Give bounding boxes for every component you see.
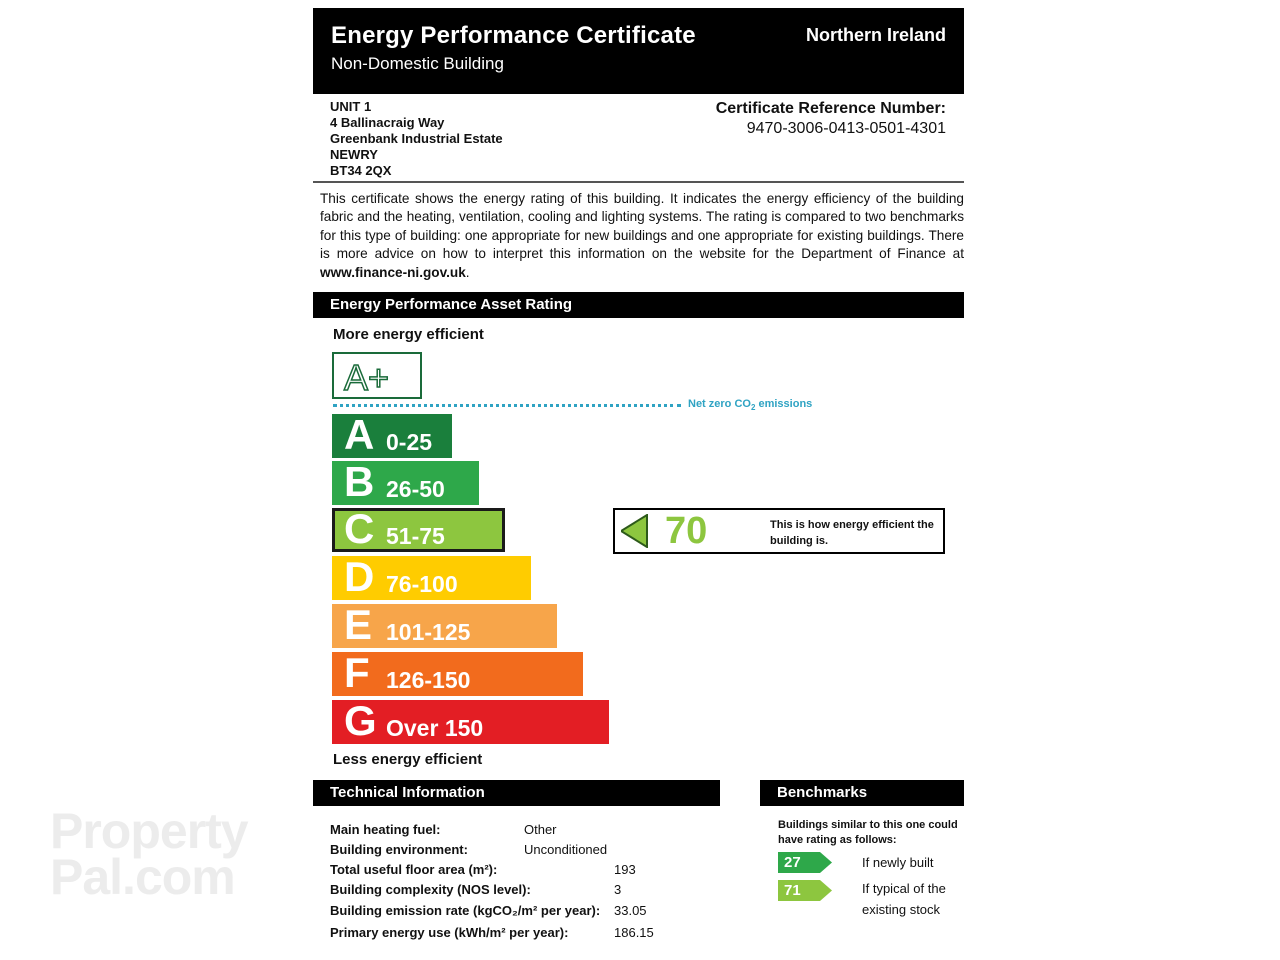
benchmarks-section-title: Benchmarks — [777, 784, 868, 801]
address-line: UNIT 1 — [330, 99, 372, 114]
more-efficient-label: More energy efficient — [333, 326, 484, 343]
propertypal-watermark — [50, 803, 248, 905]
current-rating-note: This is how energy efficient the building is. — [770, 519, 934, 547]
address-line: NEWRY — [330, 147, 378, 162]
band-a — [332, 411, 452, 458]
benchmark-new-arrow — [778, 852, 832, 873]
net-zero-line — [333, 404, 681, 407]
intro-text: This certificate shows the energy rating of this building. It indicates the energy efficiency of the building fabric and the heating, ventilation, cooling and lighting systems. The rating is compared to two benchmarks for this type of building: one appropriate for new buildings and one appropriate for existing buildings. There is more advice on how to interpret this information on the website for the Department of Finance at — [320, 191, 964, 262]
watermark-line: Pal.com — [50, 849, 235, 905]
net-zero-end: emissions — [755, 398, 813, 410]
intro-end: . — [465, 264, 470, 280]
current-rating-value: 70 — [665, 510, 708, 552]
rating-section-header — [313, 292, 964, 318]
band-letter: C — [344, 505, 375, 552]
certificate-reference-number: 9470-3006-0413-0501-4301 — [746, 120, 946, 137]
less-efficient-label: Less energy efficient — [333, 751, 483, 768]
technical-label: Total useful floor area (m²): — [330, 862, 498, 877]
technical-value: 193 — [614, 862, 636, 877]
benchmark-label: If typical of the existing stock — [862, 881, 946, 917]
benchmark-value: 27 — [784, 854, 801, 871]
band-letter: B — [344, 458, 375, 505]
benchmark-label: If newly built — [862, 855, 934, 870]
band-d — [332, 553, 531, 600]
current-rating-indicator — [613, 508, 945, 554]
divider — [313, 181, 964, 183]
band-letter: A — [344, 411, 375, 458]
net-zero-sub: 2 — [750, 403, 756, 413]
band-range: 0-25 — [386, 429, 433, 455]
finance-website-link[interactable]: www.finance-ni.gov.uk — [320, 264, 466, 280]
technical-label: Primary energy use (kWh/m² per year): — [330, 925, 569, 940]
rating-arrow-icon — [621, 514, 651, 548]
certificate-header — [313, 8, 964, 94]
technical-section-title: Technical Information — [330, 784, 485, 801]
a-plus-glyph — [334, 354, 420, 397]
certificate-reference-label: Certificate Reference Number: — [715, 100, 946, 117]
net-zero-text: Net zero CO — [688, 398, 751, 410]
band-c — [332, 505, 505, 552]
band-range: 26-50 — [386, 476, 445, 502]
benchmark-value: 71 — [784, 882, 801, 899]
technical-label: Building emission rate (kgCO₂/m² per year): — [330, 903, 601, 918]
a-plus-text: A+ — [344, 357, 390, 397]
band-f — [332, 649, 583, 696]
band-range: 76-100 — [386, 571, 458, 597]
intro-paragraph — [320, 190, 964, 282]
band-range: Over 150 — [386, 715, 484, 741]
benchmarks-section-header — [760, 780, 964, 806]
technical-value: 186.15 — [614, 925, 654, 940]
certificate-subtitle: Non-Domestic Building — [331, 54, 504, 73]
property-address — [330, 99, 503, 179]
band-e — [332, 601, 557, 648]
band-range: 101-125 — [386, 619, 471, 645]
benchmarks-note: Buildings similar to this one could have rating as follows: — [778, 819, 958, 846]
benchmark-existing-arrow — [778, 880, 832, 901]
certificate-title: Energy Performance Certificate — [331, 22, 696, 49]
technical-value: Unconditioned — [524, 842, 608, 857]
address-line: Greenbank Industrial Estate — [330, 131, 503, 146]
band-g — [332, 697, 609, 744]
band-letter: G — [344, 697, 377, 744]
technical-value: Other — [524, 822, 557, 837]
technical-section-header — [313, 780, 720, 806]
band-letter: D — [344, 553, 375, 600]
region-label: Northern Ireland — [805, 25, 946, 45]
band-range: 126-150 — [386, 667, 471, 693]
band-letter: F — [344, 649, 370, 696]
net-zero-label — [688, 398, 812, 412]
watermark-line: Property — [50, 803, 248, 859]
address-line: BT34 2QX — [330, 163, 392, 178]
a-plus-band — [332, 352, 422, 399]
technical-label: Building environment: — [330, 842, 468, 857]
band-range: 51-75 — [386, 523, 445, 549]
technical-value: 33.05 — [614, 903, 647, 918]
rating-section-title: Energy Performance Asset Rating — [330, 296, 573, 313]
band-letter: E — [344, 601, 373, 648]
band-b — [332, 458, 479, 505]
technical-label: Main heating fuel: — [330, 822, 441, 837]
address-line: 4 Ballinacraig Way — [330, 115, 445, 130]
technical-value: 3 — [614, 882, 622, 897]
technical-label: Building complexity (NOS level): — [330, 882, 531, 897]
